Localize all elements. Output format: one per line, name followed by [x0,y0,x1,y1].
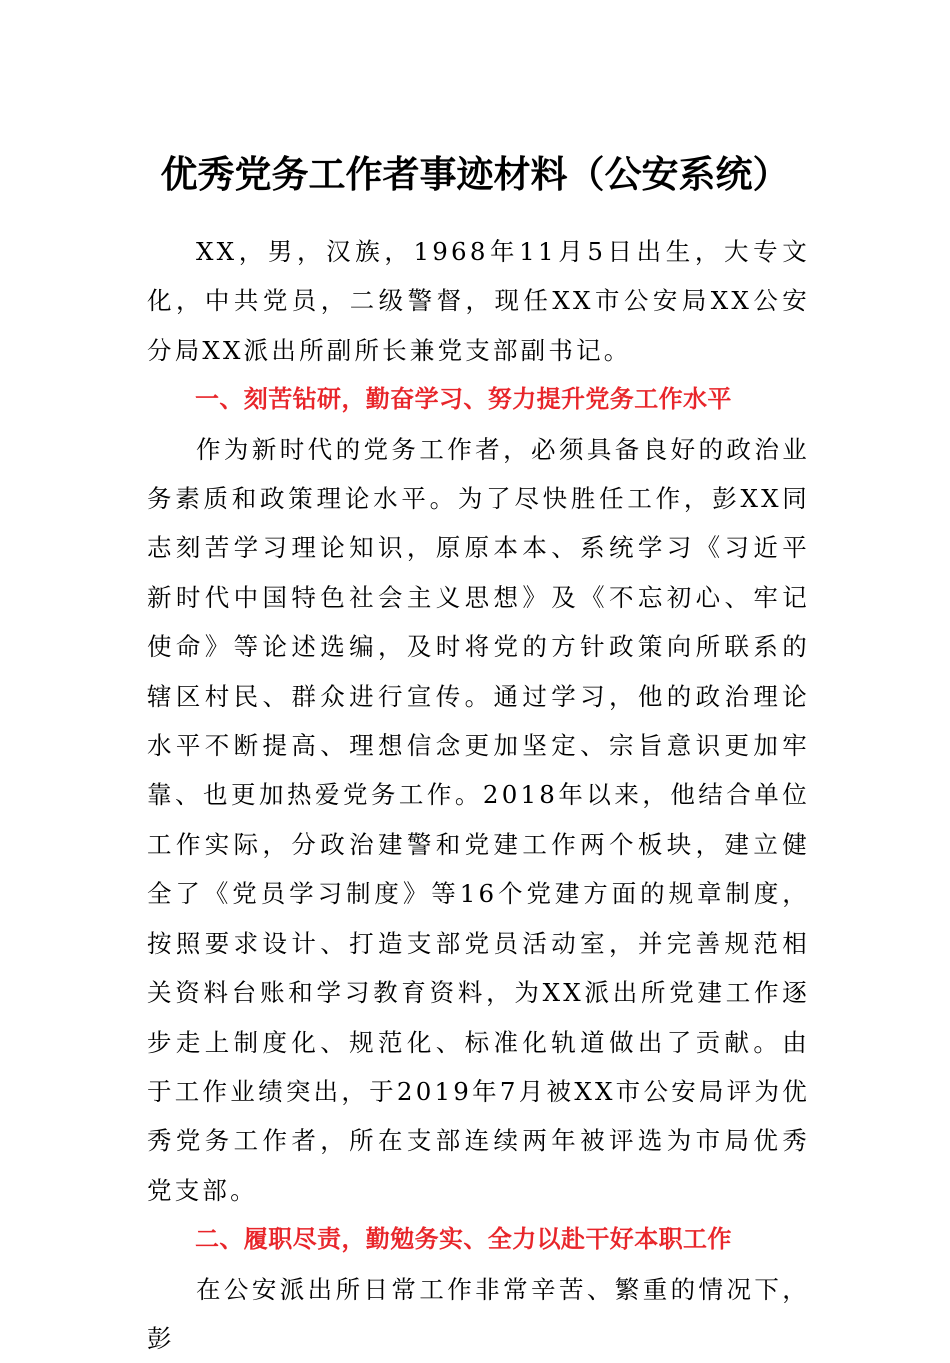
document-title: 优秀党务工作者事迹材料（公安系统） [160,152,790,196]
section-2-paragraph: 在公安派出所日常工作非常辛苦、繁重的情况下，彭 [147,1274,810,1353]
section-1-heading: 一、刻苦钻研，勤奋学习、努力提升党务工作水平 [195,385,732,414]
section-1-paragraph: 作为新时代的党务工作者，必须具备良好的政治业务素质和政策理论水平。为了尽快胜任工作，彭XX同志刻苦学习理论知识，原原本本、系统学习《习近平新时代中国特色社会主义思想》及《不忘初心、牢记使命》等论述选编，及时将党的方针政策向所联系的辖区村民、群众进行宣传。通过学习，他的政治理论水平不断提高、理想信念更加坚定、宗旨意识更加牢靠、也更加热爱党务工作。2018年以来，他结合单位工作实际，分政治建警和党建工作两个板块，建立健全了《党员学习制度》等16个党建方面的规章制度，按照要求设计、打造支部党员活动室，并完善规范相关资料台账和学习教育资料，为XX派出所党建工作逐步走上制度化、规范化、标准化轨道做出了贡献。由于工作业绩突出，于2019年7月被XX市公安局评为优秀党务工作者，所在支部连续两年被评选为市局优秀党支部。 [147,434,810,1205]
section-2-heading: 二、履职尽责，勤勉务实、全力以赴干好本职工作 [195,1225,732,1254]
intro-paragraph: XX，男，汉族，1968年11月5日出生，大专文化，中共党员，二级警督，现任XX市公安局XX公安分局XX派出所副所长兼党支部副书记。 [147,237,810,365]
document-body [147,227,810,1363]
